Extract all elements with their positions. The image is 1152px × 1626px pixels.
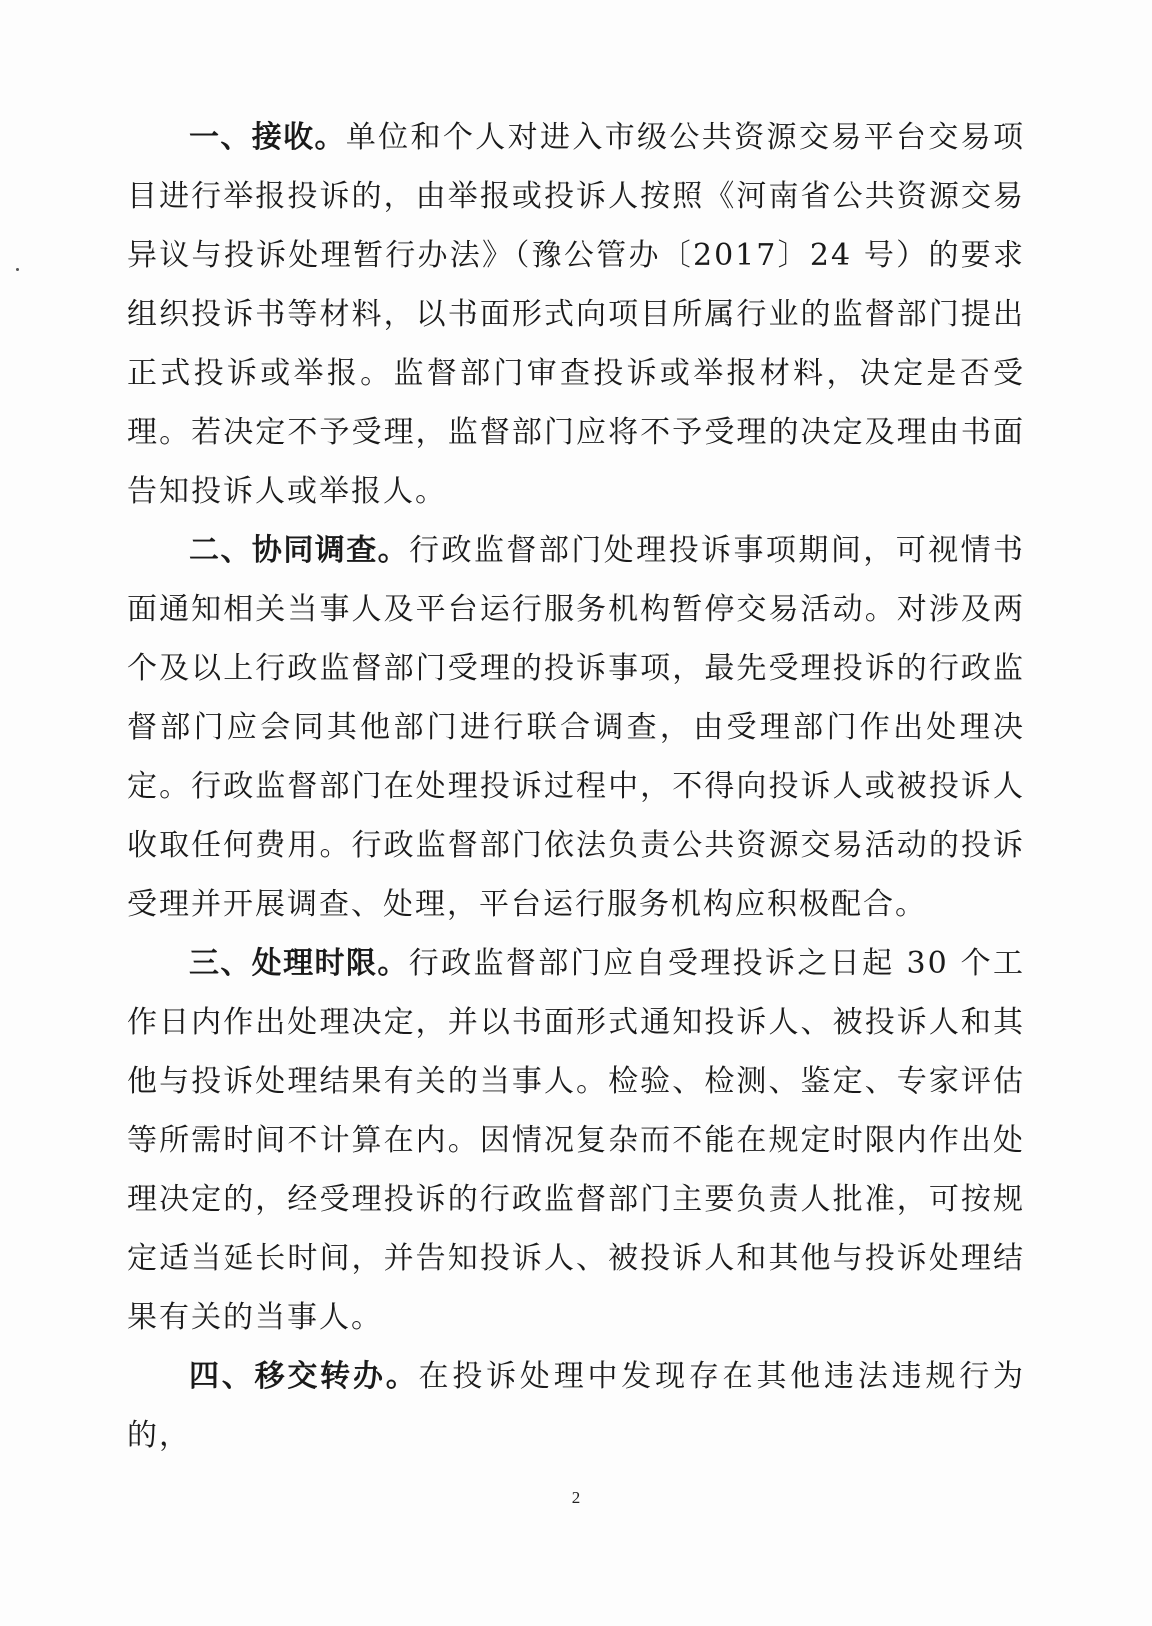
paragraph-heading: 四、移交转办。	[189, 1359, 419, 1394]
scan-speck	[16, 268, 19, 271]
paragraph-heading: 三、处理时限。	[189, 946, 409, 981]
paragraph-text: 行政监督部门处理投诉事项期间，可视情书面通知相关当事人及平台运行服务机构暂停交易活动。对涉及两个及以上行政监督部门受理的投诉事项，最先受理投诉的行政监督部门应会同其他部门进行联合调查，由受理部门作出处理决定。行政监督部门在处理投诉过程中，不得向投诉人或被投诉人收取任何费用。行政监督部门依法负责公共资源交易活动的投诉受理并开展调查、处理，平台运行服务机构应积极配合。	[127, 533, 1026, 922]
paragraph-text: 在投诉处理中发现存在其他违法违规行为的，	[127, 1359, 1026, 1453]
paragraph-joint-investigation	[127, 521, 1025, 934]
paragraph-heading: 一、接收。	[189, 120, 346, 155]
paragraph-time-limit	[127, 934, 1025, 1347]
paragraph-receive	[127, 108, 1025, 521]
page-number: 2	[571, 1488, 581, 1507]
paragraph-text: 行政监督部门应自受理投诉之日起 30 个工作日内作出处理决定，并以书面形式通知投诉人、被投诉人和其他与投诉处理结果有关的当事人。检验、检测、鉴定、专家评估等所需时间不计算在内。因情况复杂而不能在规定时限内作出处理决定的，经受理投诉的行政监督部门主要负责人批准，可按规定适当延长时间，并告知投诉人、被投诉人和其他与投诉处理结果有关的当事人。	[127, 946, 1025, 1335]
paragraph-transfer	[127, 1347, 1025, 1465]
paragraph-heading: 二、协同调查。	[189, 533, 410, 568]
paragraph-text: 单位和个人对进入市级公共资源交易平台交易项目进行举报投诉的，由举报或投诉人按照《河南省公共资源交易异议与投诉处理暂行办法》（豫公管办〔2017〕24 号）的要求组织投诉书等材料，以书面形式向项目所属行业的监督部门提出正式投诉或举报。监督部门审查投诉或举报材料，决定是否受理。若决定不予受理，监督部门应将不予受理的决定及理由书面告知投诉人或举报人。	[127, 120, 1026, 509]
document-body	[127, 108, 1025, 1465]
